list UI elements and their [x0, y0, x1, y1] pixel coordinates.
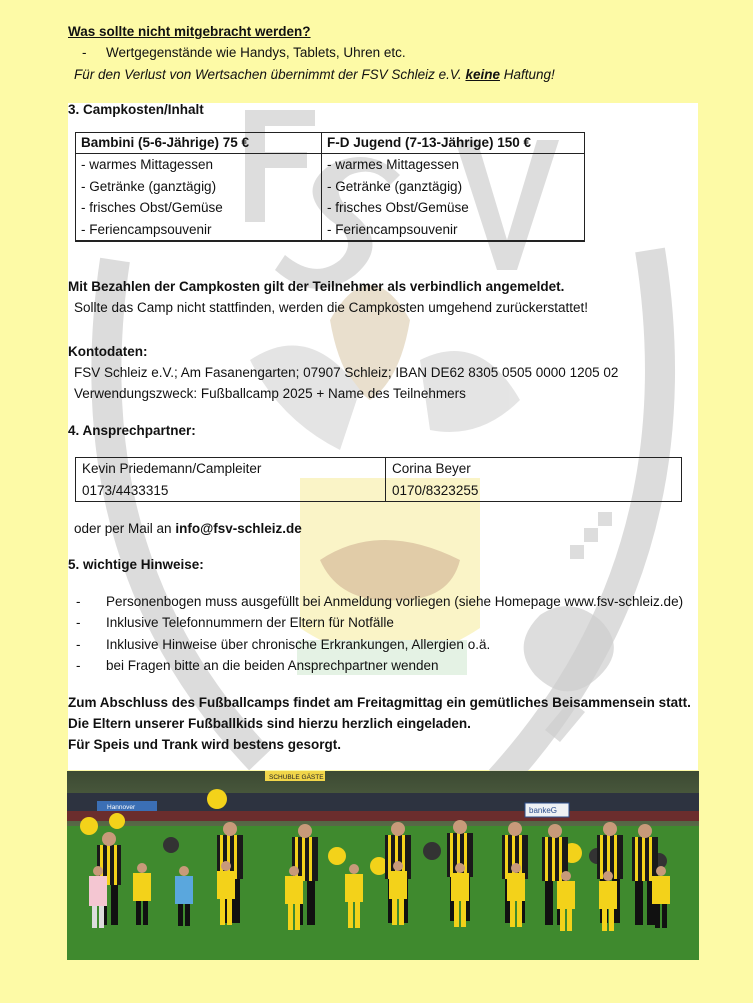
closing-line: Zum Abschluss des Fußballcamps findet am Freitagmittag ein gemütliches Beisammensein statt.: [68, 695, 691, 710]
binding-note: Mit Bezahlen der Campkosten gilt der Teilnehmer als verbindlich angemeldet.: [68, 279, 565, 294]
table-row: [76, 458, 682, 502]
contact-cell: [76, 458, 386, 502]
notes-item: [76, 657, 438, 675]
table-cell: - Getränke (ganztägig): [81, 178, 217, 194]
camp-costs-table: [75, 132, 585, 242]
mail-prefix: oder per Mail an: [74, 521, 172, 536]
liability-note: [74, 66, 555, 84]
contacts-heading: 4. Ansprechpartner:: [68, 423, 196, 438]
costs-heading: 3. Campkosten/Inhalt: [68, 102, 204, 117]
table-cell: - Feriencampsouvenir: [327, 221, 458, 237]
column-header: F-D Jugend (7-13-Jährige) 150 €: [322, 133, 585, 154]
bullet-dash: -: [76, 637, 81, 652]
liability-post: Haftung!: [503, 67, 555, 82]
contact-cell: [386, 458, 682, 502]
bullet-dash: -: [76, 615, 81, 630]
bullet-dash: -: [76, 658, 81, 673]
closing-line: Die Eltern unserer Fußballkids sind hierzu herzlich eingeladen.: [68, 716, 471, 731]
table-cell: - frisches Obst/Gemüse: [327, 200, 469, 215]
not-bring-dash: -: [82, 45, 87, 60]
not-bring-heading: Was sollte nicht mitgebracht werden?: [68, 24, 311, 39]
contact-name: Kevin Priedemann/Campleiter: [82, 461, 262, 476]
notes-text: Inklusive Telefonnummern der Eltern für Notfälle: [106, 615, 394, 630]
notes-heading: 5. wichtige Hinweise:: [68, 557, 204, 572]
purpose-line: Verwendungszweck: Fußballcamp 2025 + Name des Teilnehmers: [74, 386, 466, 401]
table-cell: - frisches Obst/Gemüse: [81, 200, 223, 215]
closing-line: Für Speis und Trank wird bestens gesorgt.: [68, 737, 342, 752]
table-cell: - warmes Mittagessen: [81, 157, 214, 172]
table-cell: - Getränke (ganztägig): [327, 178, 463, 194]
notes-item: [76, 636, 490, 654]
table-cell: - warmes Mittagessen: [327, 157, 460, 172]
team-photo-illustration: [67, 771, 699, 960]
contact-phone: 0170/8323255: [392, 482, 479, 498]
not-bring-item: Wertgegenstände wie Handys, Tablets, Uhren etc.: [106, 45, 406, 60]
notes-item: [76, 593, 683, 611]
table-header-row: [76, 133, 585, 154]
refund-note: Sollte das Camp nicht stattfinden, werden die Campkosten umgehend zurückerstattet!: [74, 300, 589, 315]
photo-sign-top: SCHUBLE GÄSTE: [269, 774, 324, 781]
notes-text: bei Fragen bitte an die beiden Ansprechpartner wenden: [106, 658, 439, 673]
contact-name: Corina Beyer: [392, 461, 471, 476]
notes-text: Personenbogen muss ausgefüllt bei Anmeldung vorliegen (siehe Homepage www.fsv-schleiz.de): [106, 594, 684, 609]
contact-phone: 0173/4433315: [82, 482, 169, 498]
table-row: [76, 154, 585, 241]
column-header: Bambini (5-6-Jährige) 75 €: [76, 133, 322, 154]
table-cell: - Feriencampsouvenir: [81, 221, 212, 237]
mail-link[interactable]: info@fsv-schleiz.de: [175, 521, 302, 536]
account-line: FSV Schleiz e.V.; Am Fasanengarten; 07907 Schleiz; IBAN DE62 8305 0505 0000 1205 02: [74, 365, 619, 380]
bullet-dash: -: [76, 594, 81, 609]
notes-text: Inklusive Hinweise über chronische Erkrankungen, Allergien o.ä.: [106, 637, 491, 652]
mail-line: [74, 520, 302, 538]
liability-keyword: keine: [465, 67, 500, 82]
photo-sign-bank: bankeG: [529, 806, 558, 815]
liability-pre: Für den Verlust von Wertsachen übernimmt der FSV Schleiz e.V.: [74, 67, 462, 82]
account-heading: Kontodaten:: [68, 344, 148, 359]
team-photo: [67, 771, 699, 960]
notes-item: [76, 614, 394, 632]
contacts-table: [75, 457, 682, 502]
photo-sign-left: Hannover: [107, 804, 136, 811]
